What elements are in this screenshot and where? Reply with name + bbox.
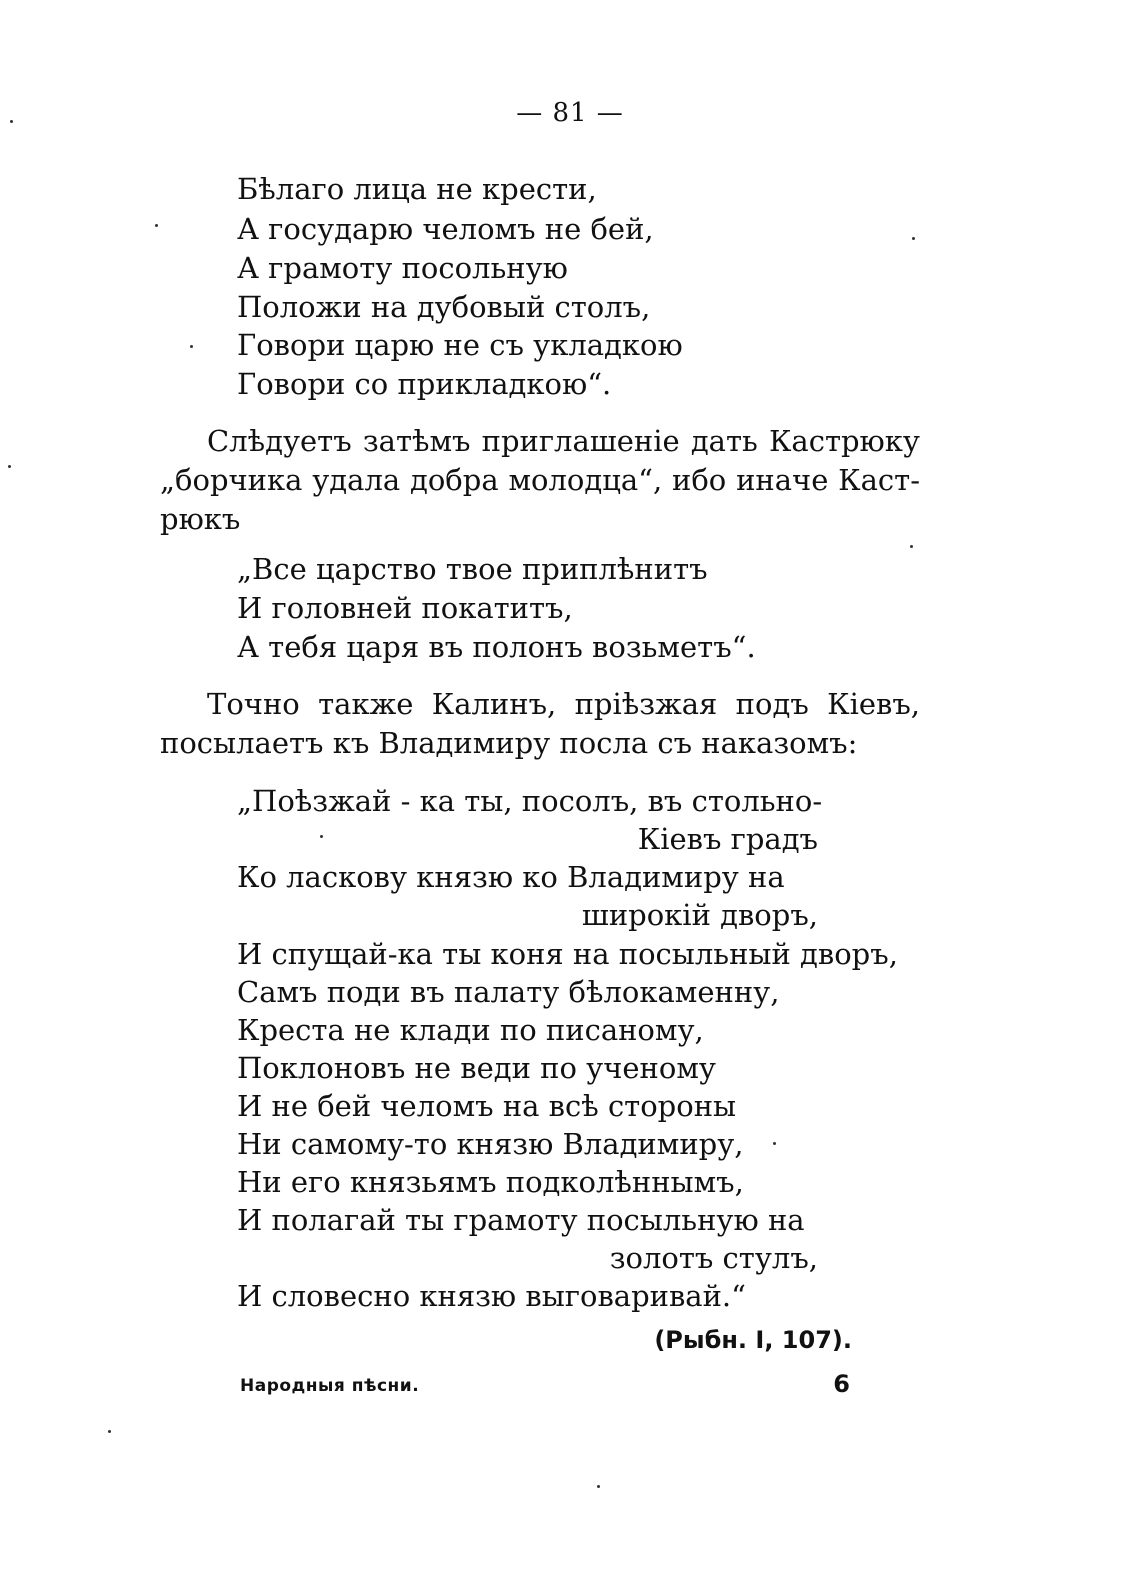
verse-line: И спущай-ка ты коня на посыльный дворъ, (237, 937, 898, 971)
verse-line: Говори со прикладкою“. (237, 367, 612, 401)
verse-continuation: золотъ стулъ, (609, 1241, 818, 1275)
verse-line: Креста не клади по писаному, (237, 1013, 704, 1047)
verse-line: „Все царство твое приплѣнитъ (237, 552, 708, 586)
scan-speck (597, 1485, 600, 1488)
verse-line: И словесно князю выговаривай.“ (237, 1279, 746, 1313)
verse-continuation: широкій дворъ, (581, 898, 818, 932)
scan-speck (108, 1430, 111, 1433)
verse-line: И не бей челомъ на всѣ стороны (237, 1089, 737, 1123)
signature-mark: 6 (833, 1370, 850, 1398)
scan-speck (773, 1142, 776, 1145)
citation: (Рыбн. I, 107). (654, 1326, 852, 1354)
prose-line: посылаетъ къ Владимиру посла съ наказомъ: (160, 726, 858, 760)
verse-line: Ни его князьямъ подколѣннымъ, (237, 1165, 744, 1199)
verse-line: Бѣлаго лица не крести, (237, 172, 597, 206)
scan-speck (910, 545, 913, 548)
prose-line: Слѣдуетъ затѣмъ приглашеніе дать Кастрюку (207, 424, 920, 458)
footer-title: Народныя пѣсни. (240, 1376, 420, 1396)
prose-line: Точно также Калинъ, пріѣзжая подъ Кіевъ, (207, 687, 920, 721)
scan-speck (10, 120, 13, 123)
prose-line: рюкъ (160, 502, 241, 536)
verse-line: А государю челомъ не бей, (237, 212, 654, 246)
scan-speck (320, 835, 323, 838)
page-number: — 81 — (516, 98, 624, 128)
scan-speck (912, 237, 915, 240)
verse-line: „Поѣзжай - ка ты, посолъ, въ стольно- (237, 784, 823, 818)
scan-speck (190, 345, 193, 348)
verse-line: И головней покатитъ, (237, 591, 573, 625)
scan-speck (155, 224, 158, 227)
verse-line: И полагай ты грамоту посыльную на (237, 1203, 805, 1237)
verse-line: Самъ поди въ палату бѣлокаменну, (237, 975, 780, 1009)
verse-line: Поклоновъ не веди по ученому (237, 1051, 716, 1085)
prose-line: „борчика удала добра молодца“, ибо иначе Каст- (160, 463, 920, 497)
verse-line: Ни самому-то князю Владимиру, (237, 1127, 744, 1161)
verse-line: А грамоту посольную (237, 251, 568, 285)
verse-line: А тебя царя въ полонъ возьметъ“. (237, 630, 756, 664)
verse-continuation: Кіевъ градъ (637, 822, 818, 856)
verse-line: Положи на дубовый столъ, (237, 290, 651, 324)
verse-line: Ко ласкову князю ко Владимиру на (237, 860, 785, 894)
verse-line: Говори царю не съ укладкою (237, 328, 683, 362)
scan-speck (8, 465, 11, 468)
